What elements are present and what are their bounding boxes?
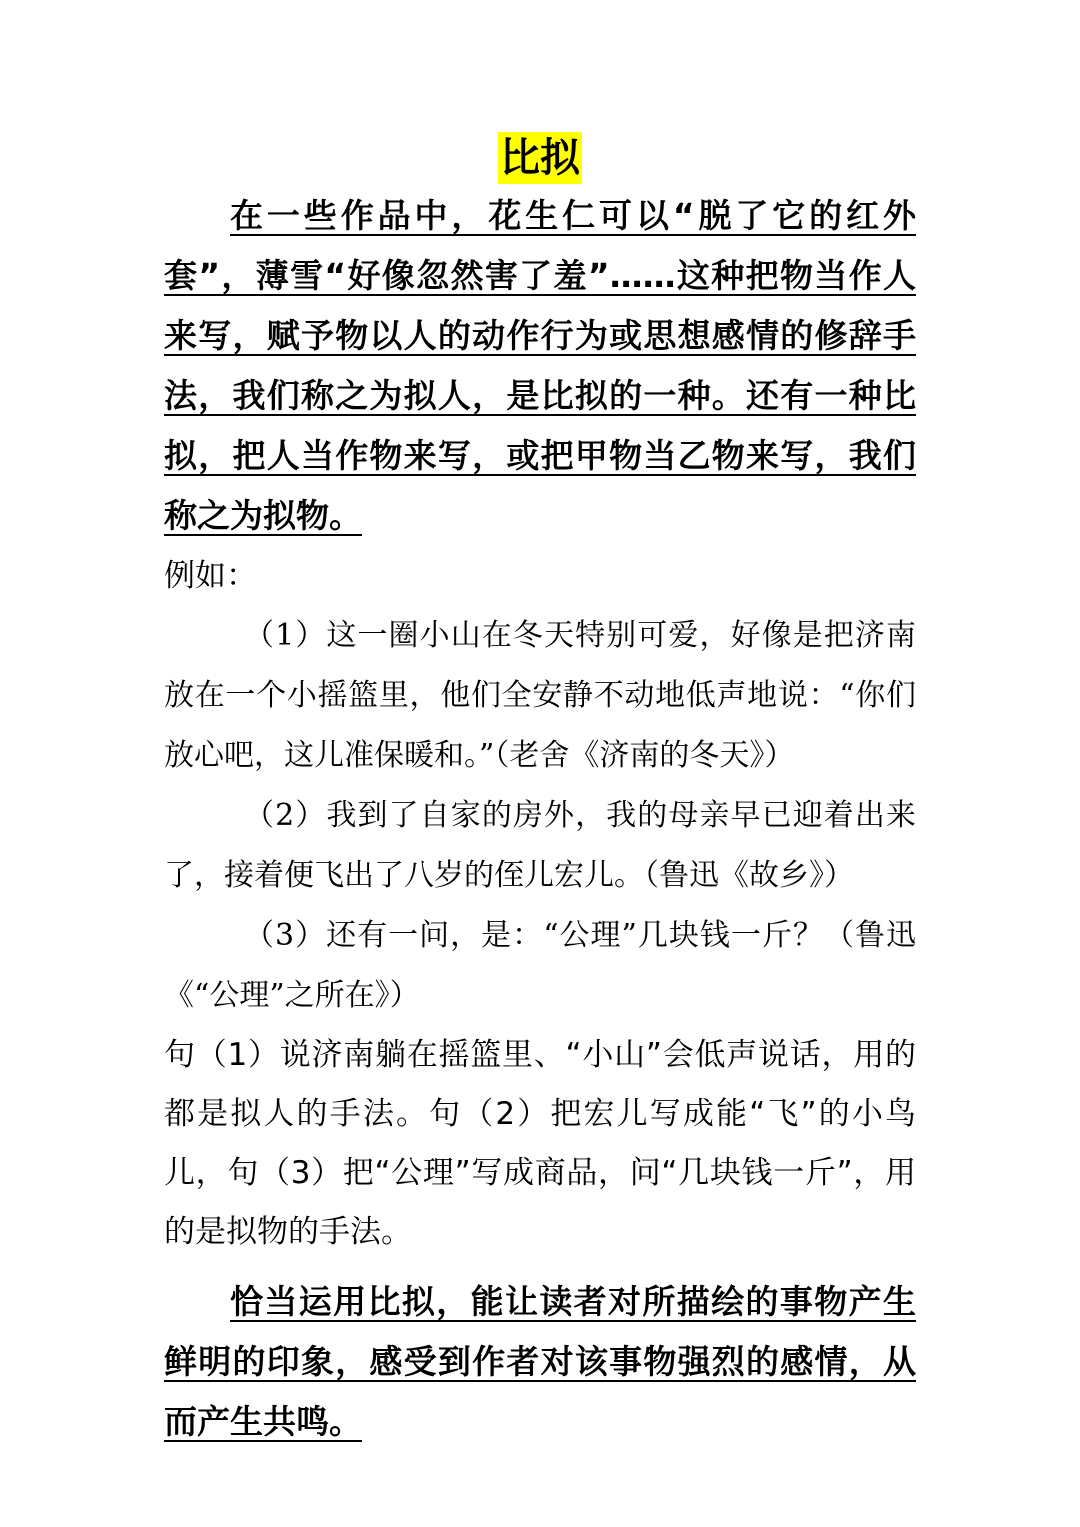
closing-paragraph — [164, 1272, 916, 1452]
document-page — [164, 132, 916, 1452]
closing-text: 恰当运用比拟，能让读者对所描绘的事物产生鲜明的印象，感受到作者对该事物强烈的感情，从而产生共鸣。 — [164, 1282, 916, 1441]
example-2: （2）我到了自家的房外，我的母亲早已迎着出来了，接着便飞出了八岁的侄儿宏儿。（鲁迅《故乡》） — [164, 798, 916, 893]
example-3: （3）还有一问，是：“公理”几块钱一斤？（鲁迅《“公理”之所在》） — [164, 918, 916, 1013]
intro-text: 在一些作品中，花生仁可以“脱了它的红外套”，薄雪“好像忽然害了羞”……这种把物当作人来写，赋予物以人的动作行为或思想感情的修辞手法，我们称之为拟人，是比拟的一种。还有一种比拟，把人当作物来写，或把甲物当乙物来写，我们称之为拟物。 — [164, 196, 916, 535]
page-title: 比拟 — [498, 132, 582, 184]
example-1: （1）这一圈小山在冬天特别可爱，好像是把济南放在一个小摇篮里，他们全安静不动地低声地说：“你们放心吧，这儿准保暖和。”（老舍《济南的冬天》） — [164, 618, 916, 773]
explanation-paragraph: 句（1）说济南躺在摇篮里、“小山”会低声说话，用的都是拟人的手法。句（2）把宏儿写成能“飞”的小鸟儿，句（3）把“公理”写成商品，问“几块钱一斤”，用的是拟物的手法。 — [164, 1037, 916, 1250]
example-lead-in: 例如： — [164, 558, 257, 594]
intro-paragraph — [164, 186, 916, 546]
title-container — [164, 132, 916, 184]
